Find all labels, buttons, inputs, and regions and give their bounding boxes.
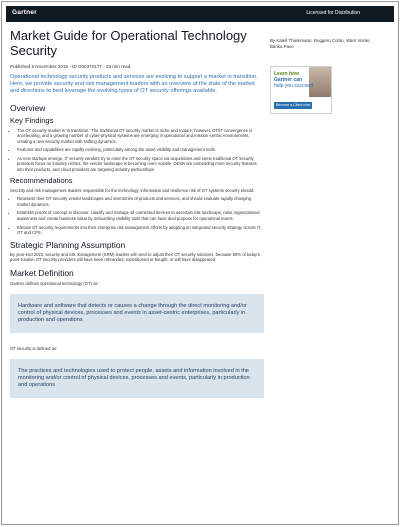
become-client-button[interactable]: Become a Client now ▸: [274, 102, 312, 109]
ot-definition-box: Hardware and software that detects or causes a change through the direct monitoring and/or control of physical devices, processes and events in asset-centric enterprises, particularly in production and operations: [10, 294, 264, 333]
gartner-ad-banner[interactable]: [270, 66, 332, 114]
overview-section: [10, 103, 264, 235]
recommendations-heading: Recommendations: [10, 176, 73, 186]
main-content: [10, 28, 264, 398]
document-page: [1, 1, 399, 525]
ad-photo: [309, 67, 331, 97]
market-definition-heading: Market Definition: [10, 267, 74, 278]
recommendations-list: [10, 196, 264, 235]
recommendations-section: [10, 176, 264, 235]
strategic-planning-text: By year-end 2023, security and risk management (SRM) leaders will need to adjust their OT security solutions, because 80% of today's point solution OT security providers will have been rebranded, repositioned or bought, or will have disappeared.: [10, 252, 261, 263]
strategic-planning-section: [10, 240, 264, 263]
key-findings-heading: Key Findings: [10, 116, 54, 125]
market-definition-section: [10, 268, 264, 399]
top-bar: [6, 6, 394, 22]
summary-text: Operational technology security products and services are evolving to support a market in transition. Here, we provide security and risk management leaders with an overview of the state of the market and directions to best leverage the evolving types of OT security offerings available.: [10, 74, 258, 94]
license-label: Licensed for Distribution: [306, 10, 360, 16]
ot-security-definition-box: The practices and technologies used to protect people, assets and information involved in the monitoring and/or control of physical devices, processes and events, particularly in production and operations: [10, 359, 264, 398]
recommendations-intro: Security and risk management leaders responsible for the technology, information and resilience risk of OT systems security should:: [10, 188, 255, 194]
market-definition-intro: Gartner defines operational technology (OT) as:: [10, 280, 99, 286]
key-findings-list: [10, 128, 264, 172]
ad-line-1: Learn how: [274, 71, 300, 77]
sidebar: [270, 38, 382, 114]
ad-line-2: Gartner can: [274, 77, 303, 83]
ad-line-3: help you succeed: [274, 83, 313, 89]
overview-heading: Overview: [10, 103, 46, 113]
list-item: • Establish proofs of concept to discover, classify and manage all connected devices to ascertain risk landscape, raise organizational awareness and create business value by onboarding visibility tools that can have dual purpose for operational teams.: [17, 210, 264, 221]
list-item: • The OT security market is 'in transition.' The traditional OT security market is niche and mature; however, OT/IT convergence is accelerating, and a growing number of cyber-physical systems are emerging in operational and mission-centric environments, creating a new security market with shifting dynamics.: [17, 128, 264, 144]
gartner-logo[interactable]: Gartner: [12, 9, 37, 16]
authors: By Katell Thielemann, Ruggero Contu, Wam Voster, Barika Pace: [270, 38, 371, 49]
list-item: • Elevate OT security requirements into their enterprise risk management efforts by adopting an integrated security strategy across IT, OT and CPS.: [17, 225, 264, 236]
list-item: • Features and capabilities are rapidly evolving, particularly among the asset visibility and management tools.: [17, 147, 264, 152]
list-item: • As new startups emerge, IT security vendors try to enter the OT security space via acquisitions and some traditional OT security providers focus on industry niches, the vendor landscape is becoming more volatile. OEMs are embedding more security features into their products, and cloud providers are targeting industry partnerships.: [17, 156, 264, 172]
page-title: Market Guide for Operational Technology Security: [10, 28, 247, 58]
ot-security-intro: OT security is defined as:: [10, 346, 58, 352]
list-item: • Reassess their OT security vendor landscapes and inventories of products and services, and should evaluate rapidly changing market dynamics.: [17, 196, 264, 207]
strategic-planning-heading: Strategic Planning Assumption: [10, 240, 126, 251]
publish-meta: Published 5 November 2019 - ID G00370177 - 23 min read: [10, 64, 131, 69]
